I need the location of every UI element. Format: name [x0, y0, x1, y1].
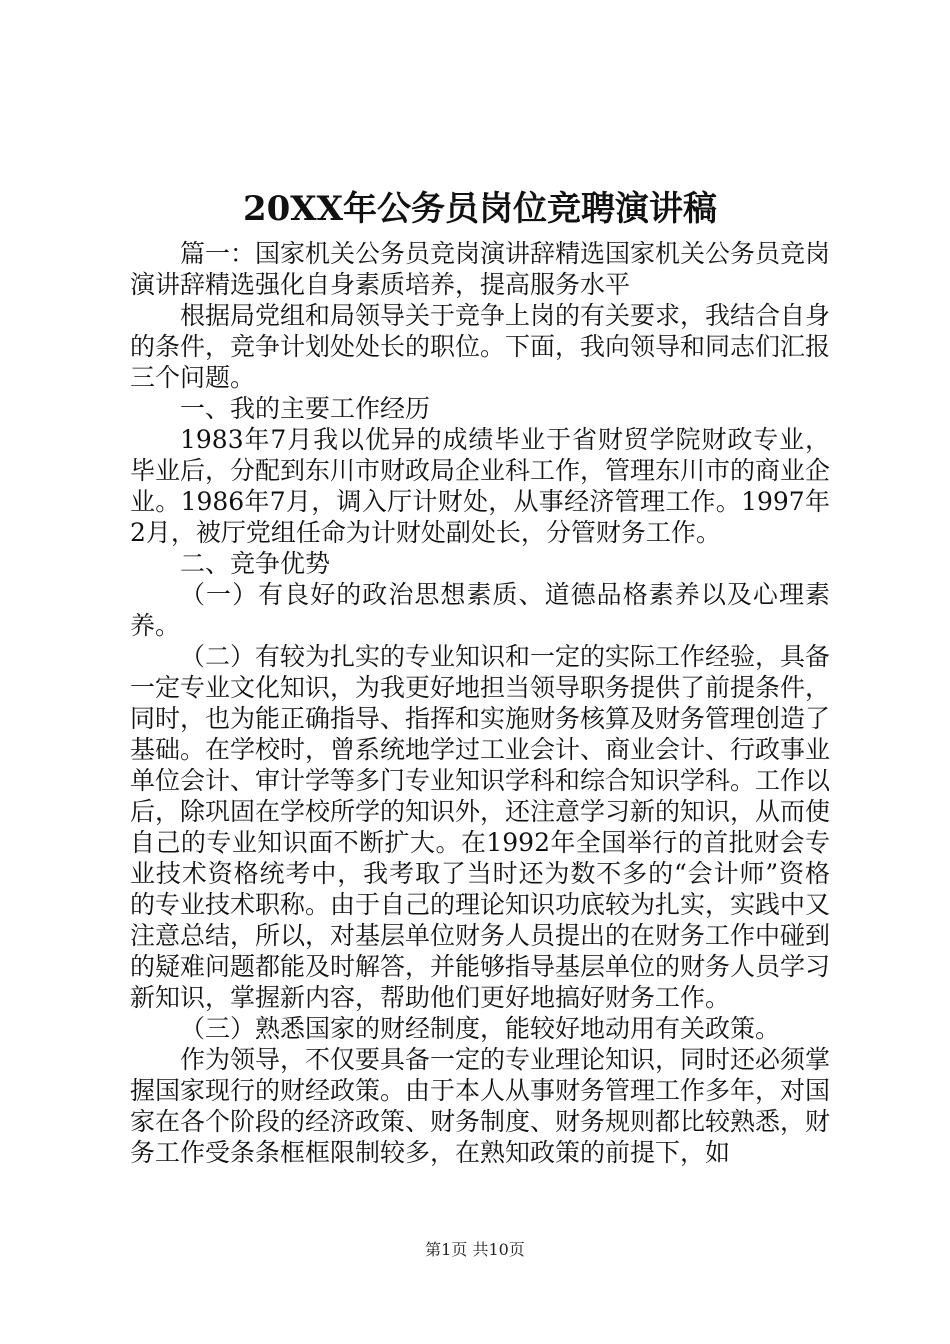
document-title: 20XX年公务员岗位竞聘演讲稿: [242, 189, 718, 229]
section-heading-2: 二、竞争优势: [180, 549, 331, 578]
paragraph-5: （二）有较为扎实的专业知识和一定的实际工作经验，具备一定专业文化知识，为我更好地担当领导职务提供了前提条件，同时，也为能正确指导、指挥和实施财务核算及财务管理创造了基础。在学校时，曾系统地学过工业会计、商业会计、行政事业单位会计、审计学等多门专业知识学科和综合知识学科。工作以后，除巩固在学校所学的知识外，还注意学习新的知识，从而使自己的专业知识面不断扩大。在1992年全国举行的首批财会专业技术资格统考中，我考取了当时还为数不多的“会计师”资格的专业技术职称。由于自己的理论知识功底较为扎实，实践中又注意总结，所以，对基层单位财务人员提出的在财务工作中碰到的疑难问题都能及时解答，并能够指导基层单位的财务人员学习新知识，掌握新内容，帮助他们更好地搞好财务工作。: [130, 642, 831, 1012]
document-body: [130, 238, 830, 1168]
paragraph-1: 篇一：国家机关公务员竞岗演讲辞精选国家机关公务员竞岗演讲辞精选强化自身素质培养，提高服务水平: [130, 239, 831, 299]
paragraph-6: （三）熟悉国家的财经制度，能较好地动用有关政策。: [180, 1014, 781, 1043]
paragraph-7: 作为领导，不仅要具备一定的专业理论知识，同时还必须掌握国家现行的财经政策。由于本人从事财务管理工作多年，对国家在各个阶段的经济政策、财务制度、财务规则都比较熟悉，财务工作受条条框框限制较多，在熟知政策的前提下，如: [130, 1045, 831, 1167]
section-heading-1: 一、我的主要工作经历: [180, 394, 431, 423]
paragraph-4: （一）有良好的政治思想素质、道德品格素养以及心理素养。: [130, 580, 830, 640]
page-footer: 第1页 共10页: [425, 1240, 525, 1259]
paragraph-3: 1983年7月我以优异的成绩毕业于省财贸学院财政专业，毕业后，分配到东川市财政局企业科工作，管理东川市的商业企业。1986年7月，调入厅计财处，从事经济管理工作。1997年2月，被厅党组任命为计财处副处长，分管财务工作。: [130, 425, 831, 547]
paragraph-2: 根据局党组和局领导关于竞争上岗的有关要求，我结合自身的条件，竞争计划处处长的职位。下面，我向领导和同志们汇报三个问题。: [130, 301, 831, 392]
